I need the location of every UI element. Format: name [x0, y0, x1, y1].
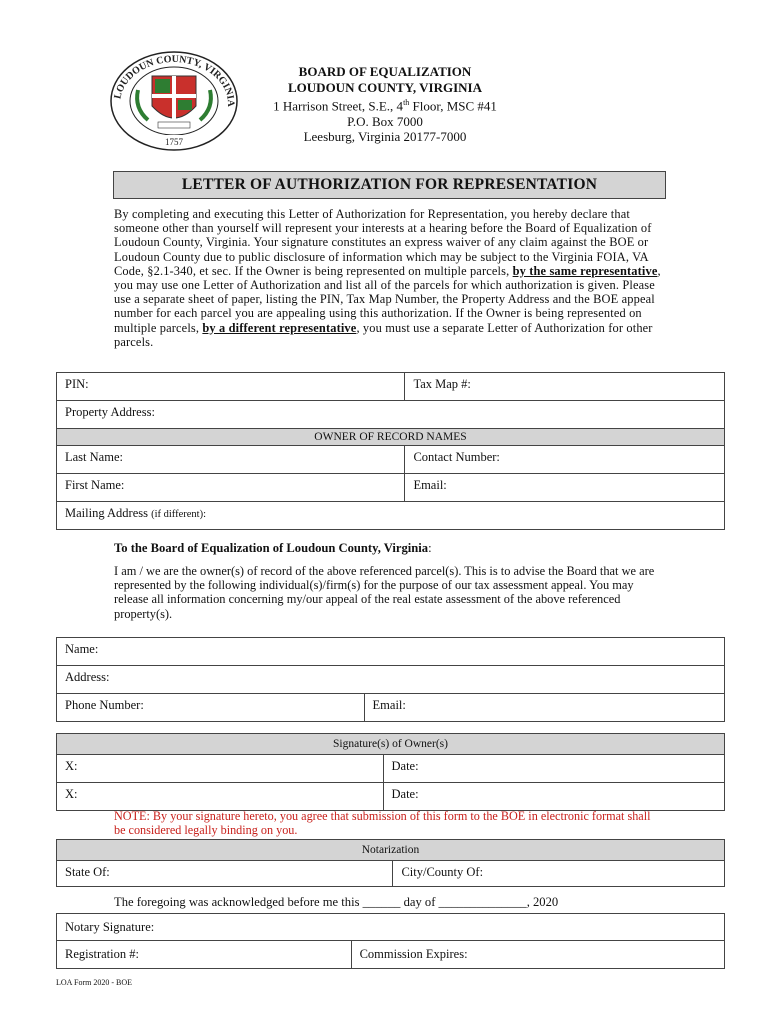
letterhead: [240, 64, 530, 145]
notarization-band: Notarization: [57, 840, 725, 861]
last-name-field[interactable]: Last Name:: [57, 446, 405, 474]
contact-number-field[interactable]: Contact Number:: [405, 446, 725, 474]
tax-map-field[interactable]: Tax Map #:: [405, 373, 725, 401]
owner-signature-2[interactable]: X:: [57, 783, 384, 811]
rep-email-field[interactable]: Email:: [364, 694, 724, 722]
street-address: 1 Harrison Street, S.E., 4th Floor, MSC #41: [273, 98, 497, 114]
rep-address-field[interactable]: Address:: [57, 666, 725, 694]
notary-signature-table: [56, 913, 725, 969]
city-state-zip: Leesburg, Virginia 20177-7000: [303, 129, 467, 145]
registration-field[interactable]: Registration #:: [57, 941, 352, 969]
form-footer: LOA Form 2020 - BOE: [56, 978, 132, 987]
property-address-field[interactable]: Property Address:: [57, 401, 725, 429]
signature-table: [56, 733, 725, 811]
county-seal: [108, 50, 240, 152]
seal-text: LOUDOUN COUNTY, VIRGINIA: [112, 53, 237, 107]
signature-band: Signature(s) of Owner(s): [57, 734, 725, 755]
form-title: LETTER OF AUTHORIZATION FOR REPRESENTATION: [113, 171, 666, 199]
org-name: BOARD OF EQUALIZATION: [298, 64, 472, 79]
signature-date-1[interactable]: Date:: [383, 755, 725, 783]
legal-note: NOTE: By your signature hereto, you agree that submission of this form to the BOE in electronic format shall be considered legally binding on you.: [114, 809, 651, 837]
notarization-table: [56, 839, 725, 887]
owner-band: OWNER OF RECORD NAMES: [57, 429, 725, 446]
county-name: LOUDOUN COUNTY, VIRGINIA: [288, 79, 482, 95]
authorization-paragraph: I am / we are the owner(s) of record of the above referenced parcel(s). This is to advise the Board that we are represented by the following individual(s)/firm(s) for the purpose of our tax assessment appeal. You may release all information concerning my/our appeal of the real estate assessment of the above referenced property(s).: [114, 564, 655, 621]
acknowledgment-line: The foregoing was acknowledged before me this ______ day of ______________, 2020: [114, 895, 559, 909]
owner-signature-1[interactable]: X:: [57, 755, 384, 783]
intro-paragraph: By completing and executing this Letter of Authorization for Representation, you hereby declare that someone other than yourself will represent your interests at a hearing before the Board of Equalization of Loudoun County, Virginia. Your signature constitutes an express waiver of any claim against the BOE or Loudoun County due to public disclosure of information which may be subject to the Virginia FOIA, VA Code, §2.1-340, et sec. If the Owner is being represented on multiple parcels, by the same representative, you may use one Letter of Authorization and list all of the parcels for which authorization is given. Please use a separate sheet of paper, listing the PIN, Tax Map Number, the Property Address and the BOE appeal number for each parcel you are appealing using this authorization. If the Owner is being represented on multiple parcels, by a different representative, you must use a separate Letter of Authorization for other parcels.: [114, 207, 661, 349]
commission-expires-field[interactable]: Commission Expires:: [351, 941, 724, 969]
seal-year: 1757: [165, 137, 183, 147]
state-of-field[interactable]: State Of:: [57, 861, 393, 887]
city-county-field[interactable]: City/County Of:: [393, 861, 725, 887]
po-box: P.O. Box 7000: [347, 113, 423, 129]
rep-name-field[interactable]: Name:: [57, 638, 725, 666]
property-owner-table: [56, 372, 725, 530]
rep-phone-field[interactable]: Phone Number:: [57, 694, 365, 722]
first-name-field[interactable]: First Name:: [57, 474, 405, 502]
notary-signature-field[interactable]: Notary Signature:: [57, 914, 725, 941]
to-board-heading: To the Board of Equalization of Loudoun County, Virginia:: [114, 541, 432, 555]
representative-table: [56, 637, 725, 722]
owner-email-field[interactable]: Email:: [405, 474, 725, 502]
signature-date-2[interactable]: Date:: [383, 783, 725, 811]
pin-field[interactable]: PIN:: [57, 373, 405, 401]
mailing-address-field[interactable]: Mailing Address (if different):: [57, 502, 725, 530]
